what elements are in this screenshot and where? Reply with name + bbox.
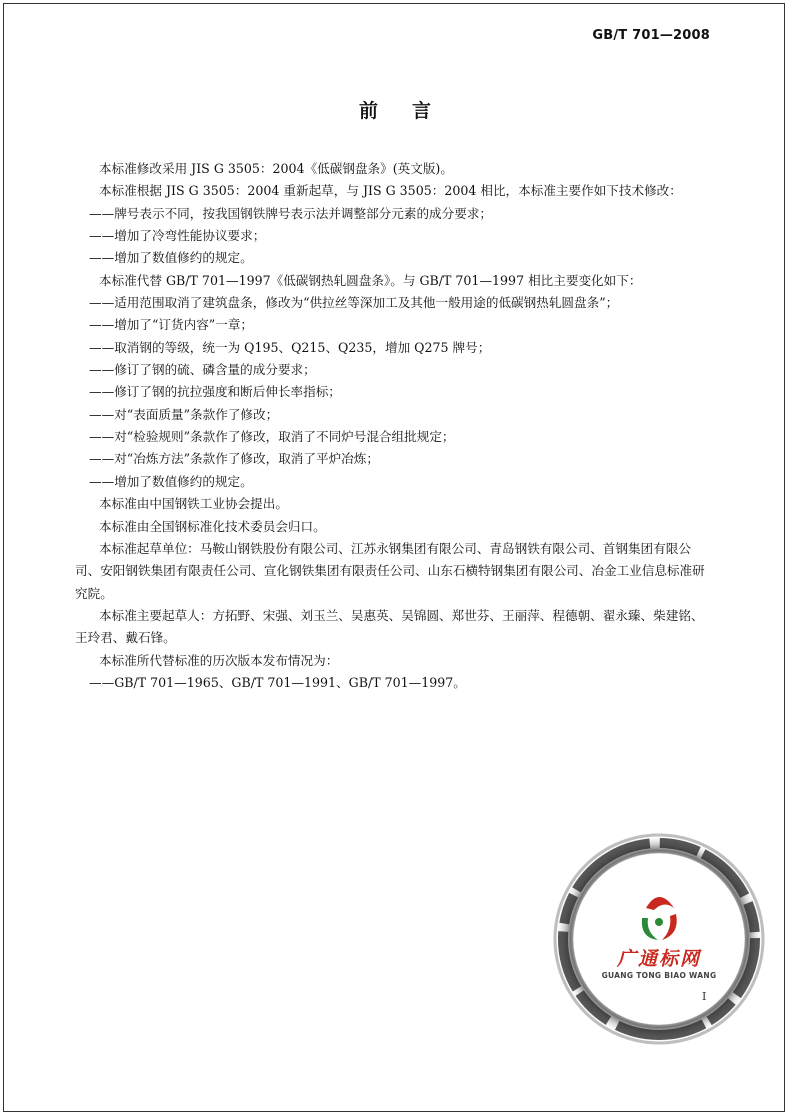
list-item: ——对“冶炼方法”条款作了修改，取消了平炉冶炼；: [89, 451, 379, 467]
page-title: 前言: [358, 100, 465, 122]
paragraph: 本标准根据 JIS G 3505：2004 重新起草，与 JIS G 3505：2004 相比，本标准主要作如下技术修改：: [99, 183, 682, 199]
list-item: ——增加了冷弯性能协议要求；: [89, 228, 266, 244]
list-item: ——增加了数值修约的规定。: [89, 473, 253, 489]
list-item: ——修订了钢的硫、磷含量的成分要求；: [89, 362, 316, 378]
list-item: ——取消钢的等级，统一为 Q195、Q215、Q235，增加 Q275 牌号；: [89, 339, 491, 355]
paragraph: 本标准主要起草人：方拓野、宋强、刘玉兰、吴惠英、吴锦圆、郑世芬、王丽萍、程德朝、翟永臻、柴建铭、王玲君、戴石锋。: [75, 607, 704, 646]
paragraph: 本标准由中国钢铁工业协会提出。: [99, 496, 288, 512]
paragraph: 本标准由全国钢标准化技术委员会归口。: [99, 518, 326, 534]
foreword-body: [75, 158, 711, 694]
list-item: ——增加了数值修约的规定。: [89, 250, 253, 266]
paragraph: 本标准所代替标准的历次版本发布情况为：: [99, 652, 339, 668]
watermark-stamp: [546, 826, 772, 1052]
list-item: ——对“表面质量”条款作了修改；: [89, 406, 279, 422]
list-item: ——适用范围取消了建筑盘条，修改为“供拉丝等深加工及其他一般用途的低碳钢热轧圆盘条”；: [89, 295, 619, 311]
page-number: I: [702, 990, 707, 1003]
list-item: ——增加了“订货内容”一章；: [89, 317, 254, 333]
paragraph: 本标准修改采用 JIS G 3505：2004《低碳钢盘条》(英文版)。: [99, 161, 453, 176]
paragraph: 本标准代替 GB/T 701—1997《低碳钢热轧圆盘条》。与 GB/T 701—1997 相比主要变化如下：: [99, 272, 642, 288]
stamp-ring-icon: [546, 826, 772, 1052]
list-item: ——GB/T 701—1965、GB/T 701—1991、GB/T 701—1997。: [89, 674, 466, 690]
list-item: ——牌号表示不同，按我国钢铁牌号表示法并调整部分元素的成分要求；: [89, 205, 492, 221]
standard-code: GB/T 701—2008: [592, 28, 710, 43]
list-item: ——对“检验规则”条款作了修改，取消了不同炉号混合组批规定；: [89, 429, 455, 445]
paragraph: 本标准起草单位：马鞍山钢铁股份有限公司、江苏永钢集团有限公司、青岛钢铁有限公司、首钢集团有限公司、安阳钢铁集团有限责任公司、宣化钢铁集团有限责任公司、山东石横特钢集团有限公司、冶金工业信息标准研究院。: [75, 540, 705, 601]
stamp-name: 广通标网: [616, 948, 701, 970]
stamp-subtitle: GUANG TONG BIAO WANG: [601, 971, 717, 980]
list-item: ——修订了钢的抗拉强度和断后伸长率指标；: [89, 384, 341, 400]
